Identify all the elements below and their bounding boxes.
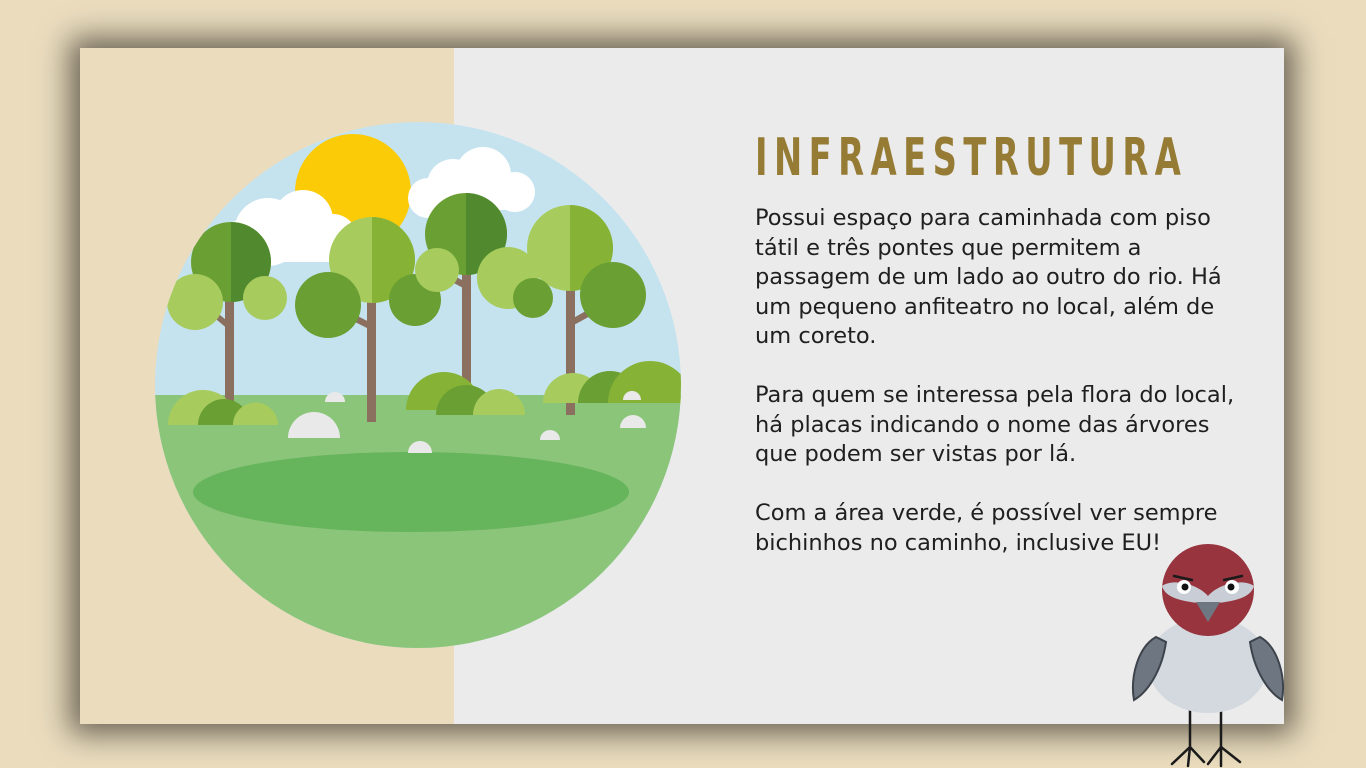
pond [193, 452, 629, 532]
paragraph-animals: Com a área verde, é possível ver sempre bichinhos no caminho, inclusive EU! [755, 500, 1218, 556]
text-column [755, 128, 1255, 558]
paragraph-infrastructure: Possui espaço para caminhada com piso tátil e três pontes que permitem a passagem de um lado ao outro do rio. Há um pequeno anfiteatro no local, além de um coreto. [755, 205, 1222, 349]
bird-legs [1172, 710, 1240, 766]
bird-mascot [1128, 542, 1288, 768]
page-title: INFRAESTRUTURA [755, 128, 1188, 188]
park-illustration [153, 120, 683, 650]
paragraph-flora: Para quem se interessa pela flora do local, há placas indicando o nome das árvores que podem ser vistas por lá. [755, 382, 1235, 467]
